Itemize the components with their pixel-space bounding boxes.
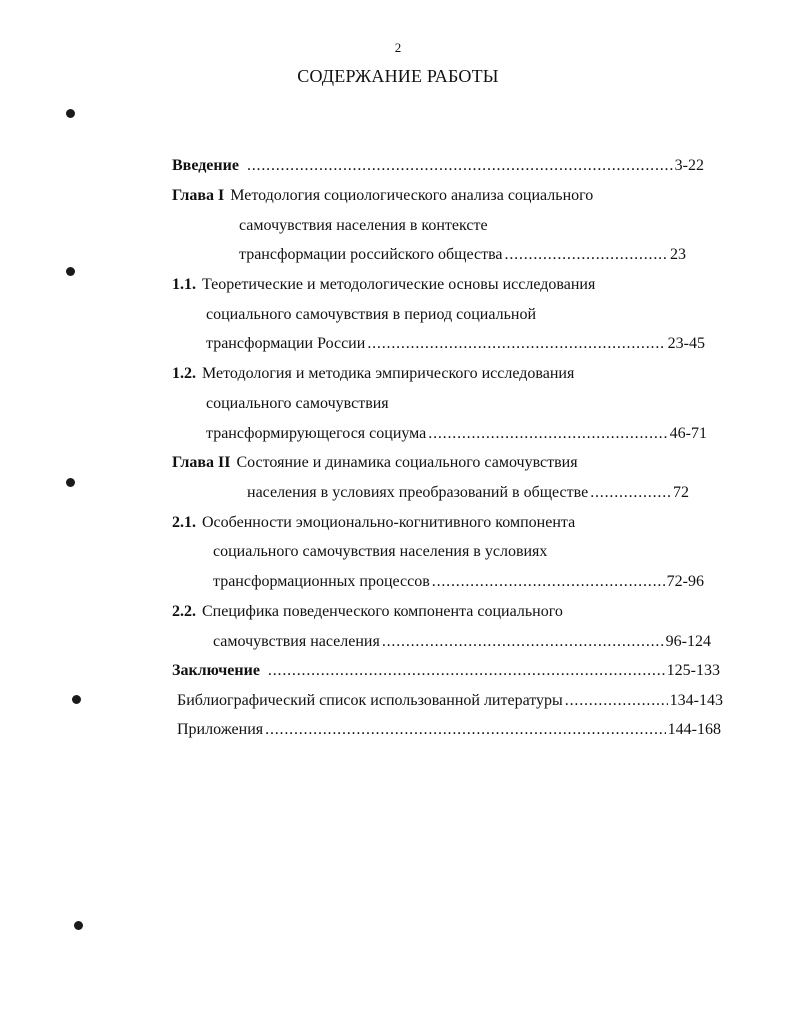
toc-section-1-2-line2-text: социального самочувствия — [206, 395, 389, 412]
toc-section-2-2-line1: Специфика поведенческого компонента социального — [202, 603, 563, 620]
toc-bibliography-label: Библиографический список использованной литературы — [177, 692, 563, 709]
toc-leader-dots — [247, 156, 673, 176]
toc-leader-dots — [265, 720, 666, 740]
toc-chapter-2-line1: Состояние и динамика социального самочувствия — [236, 454, 578, 471]
toc-leader-dots — [505, 245, 668, 265]
toc-intro-label: Введение — [172, 157, 239, 174]
toc-section-1-2-num: 1.2. — [172, 365, 196, 382]
toc-leader-dots — [428, 424, 667, 444]
punch-hole-mark — [74, 921, 83, 930]
toc-section-1-1-line1: Теоретические и методологические основы исследования — [202, 276, 596, 293]
toc-section-1-2-line2 — [206, 394, 389, 414]
toc-appendices-label: Приложения — [177, 721, 264, 738]
punch-hole-mark — [66, 109, 75, 118]
toc-section-1-1-line3: трансформации России — [206, 335, 366, 352]
toc-section-1-2-pages: 46-71 — [669, 425, 707, 442]
toc-chapter-1-pages: 23 — [670, 246, 686, 263]
toc-section-2-2-line2: самочувствия населения — [213, 633, 380, 650]
toc-section-1-1-pages: 23-45 — [667, 335, 705, 352]
toc-entry-section-1-1[interactable] — [172, 275, 595, 295]
punch-hole-mark — [66, 478, 75, 487]
punch-hole-mark — [72, 695, 81, 704]
toc-chapter-2-last-line — [247, 483, 689, 503]
page-title: СОДЕРЖАНИЕ РАБОТЫ — [297, 66, 499, 86]
toc-leader-dots — [590, 483, 671, 503]
toc-entry-chapter-1[interactable] — [172, 186, 593, 206]
toc-leader-dots — [432, 572, 665, 592]
toc-section-1-1-line2 — [206, 305, 536, 325]
page-number: 2 — [394, 40, 402, 55]
toc-section-1-1-num: 1.1. — [172, 276, 196, 293]
toc-chapter-2-line2: населения в условиях преобразований в обществе — [247, 484, 589, 501]
toc-section-1-1-line2-text: социального самочувствия в период социальной — [206, 306, 536, 323]
toc-entry-conclusion[interactable] — [172, 661, 720, 681]
toc-section-2-1-pages: 72-96 — [666, 573, 704, 590]
toc-entry-section-2-1[interactable] — [172, 513, 575, 533]
toc-section-1-2-line1: Методология и методика эмпирического исследования — [202, 365, 575, 382]
toc-section-2-1-line2 — [213, 542, 547, 562]
toc-section-2-1-line3: трансформационных процессов — [213, 573, 430, 590]
toc-section-2-2-num: 2.2. — [172, 603, 196, 620]
toc-section-2-1-last-line — [213, 572, 704, 592]
toc-section-2-2-last-line — [213, 632, 711, 652]
toc-entry-section-1-2[interactable] — [172, 364, 574, 384]
toc-section-2-1-num: 2.1. — [172, 514, 196, 531]
toc-section-2-1-line2-text: социального самочувствия населения в условиях — [213, 543, 548, 560]
toc-chapter-1-line2 — [239, 216, 488, 236]
toc-chapter-1-line3: трансформации российского общества — [239, 246, 503, 263]
toc-appendices-pages: 144-168 — [667, 721, 721, 738]
toc-chapter-1-last-line — [239, 245, 686, 265]
toc-leader-dots — [382, 632, 664, 652]
toc-chapter-2-pages: 72 — [673, 484, 689, 501]
toc-section-2-2-pages: 96-124 — [665, 633, 711, 650]
toc-conclusion-pages: 125-133 — [666, 662, 720, 679]
toc-entry-chapter-2[interactable] — [172, 453, 578, 473]
toc-chapter-1-label: Глава I — [172, 187, 225, 204]
toc-conclusion-label: Заключение — [172, 662, 260, 679]
toc-entry-intro[interactable] — [172, 156, 704, 176]
toc-section-1-2-line3: трансформирующегося социума — [206, 425, 427, 442]
toc-entry-bibliography[interactable] — [177, 691, 723, 711]
toc-leader-dots — [367, 334, 665, 354]
toc-intro-pages: 3-22 — [674, 157, 704, 174]
toc-section-2-1-line1: Особенности эмоционально-когнитивного компонента — [202, 514, 576, 531]
toc-entry-appendices[interactable] — [177, 720, 721, 740]
toc-section-1-1-last-line — [206, 334, 705, 354]
toc-leader-dots — [565, 691, 668, 711]
toc-chapter-2-label: Глава II — [172, 454, 231, 471]
toc-chapter-1-line1: Методология социологического анализа социального — [230, 187, 594, 204]
toc-entry-section-2-2[interactable] — [172, 602, 563, 622]
toc-section-1-2-last-line — [206, 424, 707, 444]
punch-hole-mark — [66, 267, 75, 276]
toc-bibliography-pages: 134-143 — [669, 692, 723, 709]
toc-chapter-1-line2-text: самочувствия населения в контексте — [239, 217, 488, 234]
toc-leader-dots — [268, 661, 665, 681]
